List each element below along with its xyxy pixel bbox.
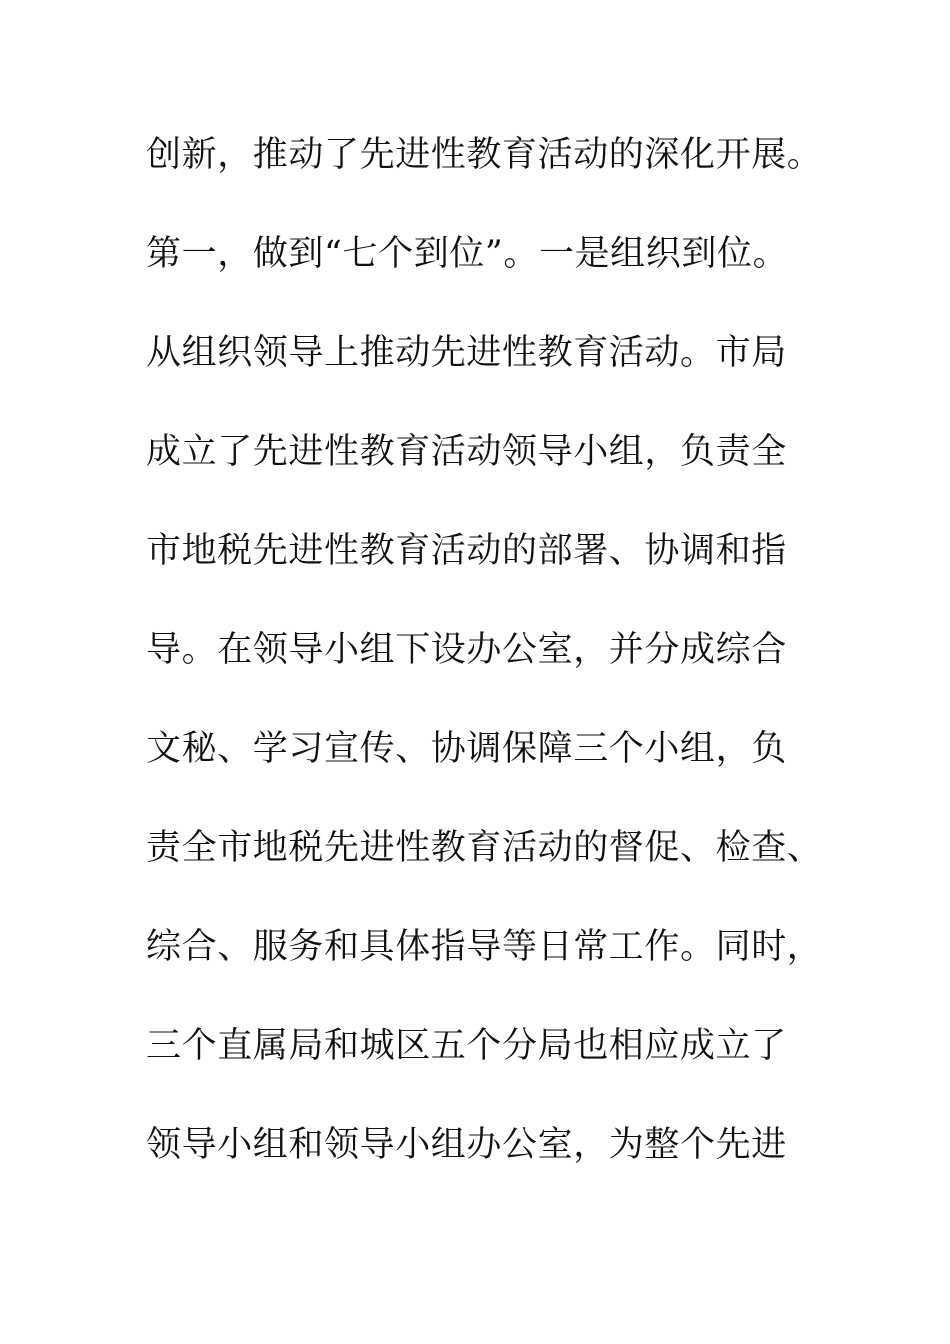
text-line: 领导小组和领导小组办公室，为整个先进	[146, 1125, 787, 1165]
text-line: 文秘、学习宣传、协调保障三个小组，负	[146, 729, 787, 769]
text-line: 从组织领导上推动先进性教育活动。市局	[146, 333, 787, 373]
text-line: 导。在领导小组下设办公室，并分成综合	[146, 630, 787, 670]
text-line: 第一，做到“七个到位”。一是组织到位。	[146, 234, 789, 274]
text-line: 创新，推动了先进性教育活动的深化开展。	[146, 135, 823, 175]
text-line: 市地税先进性教育活动的部署、协调和指	[146, 531, 787, 571]
body-text	[146, 124, 846, 1213]
text-line: 综合、服务和具体指导等日常工作。同时，	[146, 927, 823, 967]
text-line: 三个直属局和城区五个分局也相应成立了	[146, 1026, 787, 1066]
text-line: 责全市地税先进性教育活动的督促、检查、	[146, 828, 823, 868]
text-line: 成立了先进性教育活动领导小组，负责全	[146, 432, 787, 472]
